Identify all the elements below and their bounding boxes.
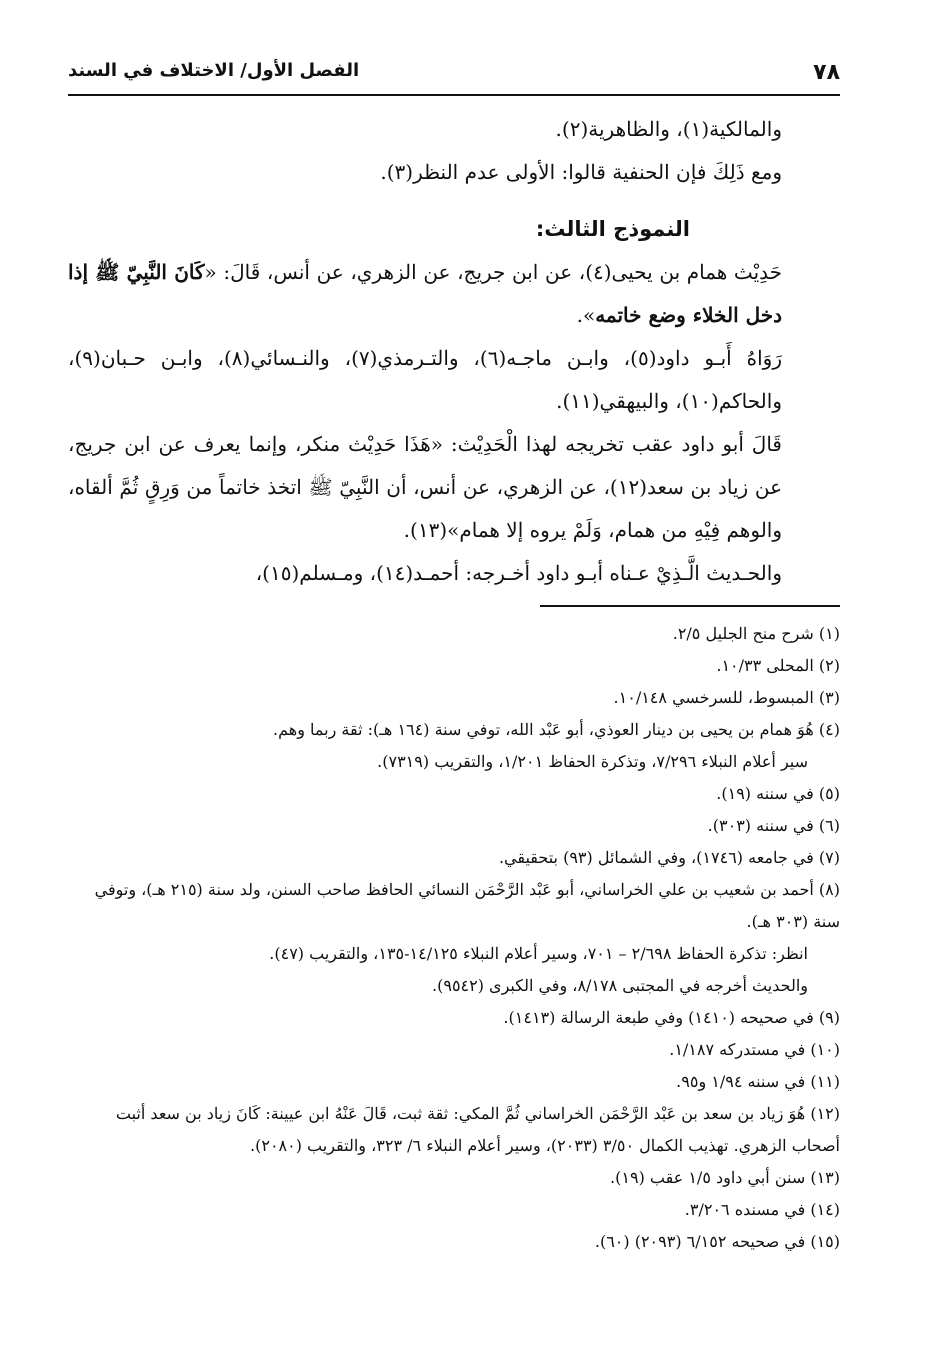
footnote-text: في سننه (٣٠٣).: [707, 816, 814, 835]
footnote-text: المبسوط، للسرخسي ١٠/١٤٨.: [613, 688, 814, 707]
page-number: ٧٨: [813, 60, 840, 85]
footnote-number: (١): [813, 624, 840, 643]
footnote: [68, 1034, 840, 1066]
footnote-continuation: انظر: تذكرة الحفاظ ٢/٦٩٨ – ٧٠١، وسير أعلام النبلاء ١٤/١٢٥-١٣٥، والتقريب (٤٧).: [269, 944, 808, 963]
footnote-number: (٣): [813, 688, 840, 707]
footnote-text: هُوَ همام بن يحيى بن دينار العوذي، أبو عَبْد الله، توفي سنة (١٦٤ هـ): ثقة ربما وهم.: [273, 720, 814, 739]
footnote: [68, 1098, 840, 1162]
footnote-text: في مستدركه ١/١٨٧.: [669, 1040, 806, 1059]
footnote-number: (١٥): [805, 1232, 840, 1251]
footnote-text: سنن أبي داود ١/٥ عقب (١٩).: [610, 1168, 806, 1187]
footnote: [68, 618, 840, 650]
footnote-number: (٥): [813, 784, 840, 803]
footnote-text: هُوَ زياد بن سعد بن عَبْد الرَّحْمَن الخراساني ثُمَّ المكي: ثقة ثبت، قَالَ عَنْهُ ابن عيينة: كَانَ زياد بن سعد أثبت أصحاب الزهري. تهذيب الكمال ٣/٥٠ (٢٠٣٣)، وسير أعلام النبلاء ٦/ ٣٢٣، والتقريب (٢٠٨٠).: [115, 1104, 840, 1155]
text-line: والمالكية(١)، والظاهرية(٢).: [555, 117, 782, 141]
footnote: [68, 682, 840, 714]
footnote-text: في مسنده ٣/٢٠٦.: [684, 1200, 806, 1219]
section-heading: النموذج الثالث:: [535, 217, 690, 241]
footnote-number: (٤): [813, 720, 840, 739]
footnote-text: في جامعه (١٧٤٦)، وفي الشمائل (٩٣) بتحقيقي.: [498, 848, 814, 867]
footnote-text: شرح منح الجليل ٢/٥.: [672, 624, 814, 643]
footnote-number: (١٠): [805, 1040, 840, 1059]
footnote: [68, 1162, 840, 1194]
hadith-chain: حَدِيْث همام بن يحيى(٤)، عن ابن جريج، عن الزهري، عن أنس، قَالَ: «: [204, 260, 782, 284]
footnote-text: في سننه (١٩).: [716, 784, 814, 803]
footnote: [68, 874, 840, 1002]
footnote-number: (٧): [813, 848, 840, 867]
footnote-number: (١٤): [805, 1200, 840, 1219]
footnote-separator: [540, 605, 840, 607]
footnote-number: (٨): [813, 880, 840, 899]
footnote: [68, 1066, 840, 1098]
hadith-paragraph: [68, 251, 840, 337]
main-text: [68, 108, 840, 595]
footnote: [68, 714, 840, 778]
footnote-text: أحمد بن شعيب بن علي الخراساني، أبو عَبْد الرَّحْمَن النسائي الحافظ صاحب السنن، ولد سنة (٢١٥ هـ)، وتوفي سنة (٣٠٣ هـ).: [94, 880, 840, 931]
chapter-title: الفصل الأول/ الاختلاف في السند: [68, 60, 360, 81]
page-header: [68, 60, 840, 96]
footnote-number: (٩): [813, 1008, 840, 1027]
abu-dawud-paragraph: قَالَ أبو داود عقب تخريجه لهذا الْحَدِيْث: «هَذَا حَدِيْث منكر، وإنما يعرف عن ابن جريج، عن زياد بن سعد(١٢)، عن الزهري، عن أنس، أن النَّبِيّ ﷺ اتخذ خاتماً من وَرِقٍ ثُمَّ ألقاه، والوهم فِيْهِ من همام، وَلَمْ يروه إلا همام»(١٣).: [68, 432, 783, 542]
footnote-text: في صحيحه ٦/١٥٢ (٢٠٩٣) (٦٠).: [594, 1232, 806, 1251]
footnote: [68, 650, 840, 682]
footnote-text: المحلى ١٠/٣٣.: [716, 656, 814, 675]
text-line: ومع ذَلِكَ فإن الحنفية قالوا: الأولى عدم النظر(٣).: [380, 160, 782, 184]
footnote: [68, 1194, 840, 1226]
footnote-continuation: سير أعلام النبلاء ٧/٢٩٦، وتذكرة الحفاظ ١/٢٠١، والتقريب (٧٣١٩).: [377, 752, 808, 771]
footnote-text: في سننه ١/٩٤ و٩٥.: [676, 1072, 806, 1091]
footnote: [68, 778, 840, 810]
footnote: [68, 810, 840, 842]
footnote-text: في صحيحه (١٤١٠) وفي طبعة الرسالة (١٤١٣).: [503, 1008, 814, 1027]
footnote-continuation: والحديث أخرجه في المجتبى ٨/١٧٨، وفي الكبرى (٩٥٤٢).: [432, 976, 808, 995]
footnote: [68, 1002, 840, 1034]
quote-close: ».: [576, 303, 596, 327]
footnote-number: (١٣): [805, 1168, 840, 1187]
footnote-number: (١٢): [805, 1104, 840, 1123]
hadith-matn: كَانَ النَّبِيّ ﷺ إذا دخل الخلاء وضع خاتمه: [68, 260, 782, 327]
footnote-number: (٦): [813, 816, 840, 835]
footnote-number: (٢): [813, 656, 840, 675]
footnote: [68, 842, 840, 874]
footnotes: [68, 618, 840, 1258]
hadith-reference-paragraph: والحـديث الَّـذِيْ عـناه أبـو داود أخـرجه: أحمـد(١٤)، ومـسلم(١٥)،: [255, 561, 782, 585]
footnote-number: (١١): [805, 1072, 840, 1091]
takhrij-paragraph: رَوَاهُ أَبـو داود(٥)، وابـن ماجـه(٦)، والتـرمذي(٧)، والنـسائي(٨)، وابـن حـبان(٩)، والحاكم(١٠)، والبيهقي(١١).: [68, 346, 782, 413]
footnote: [68, 1226, 840, 1258]
